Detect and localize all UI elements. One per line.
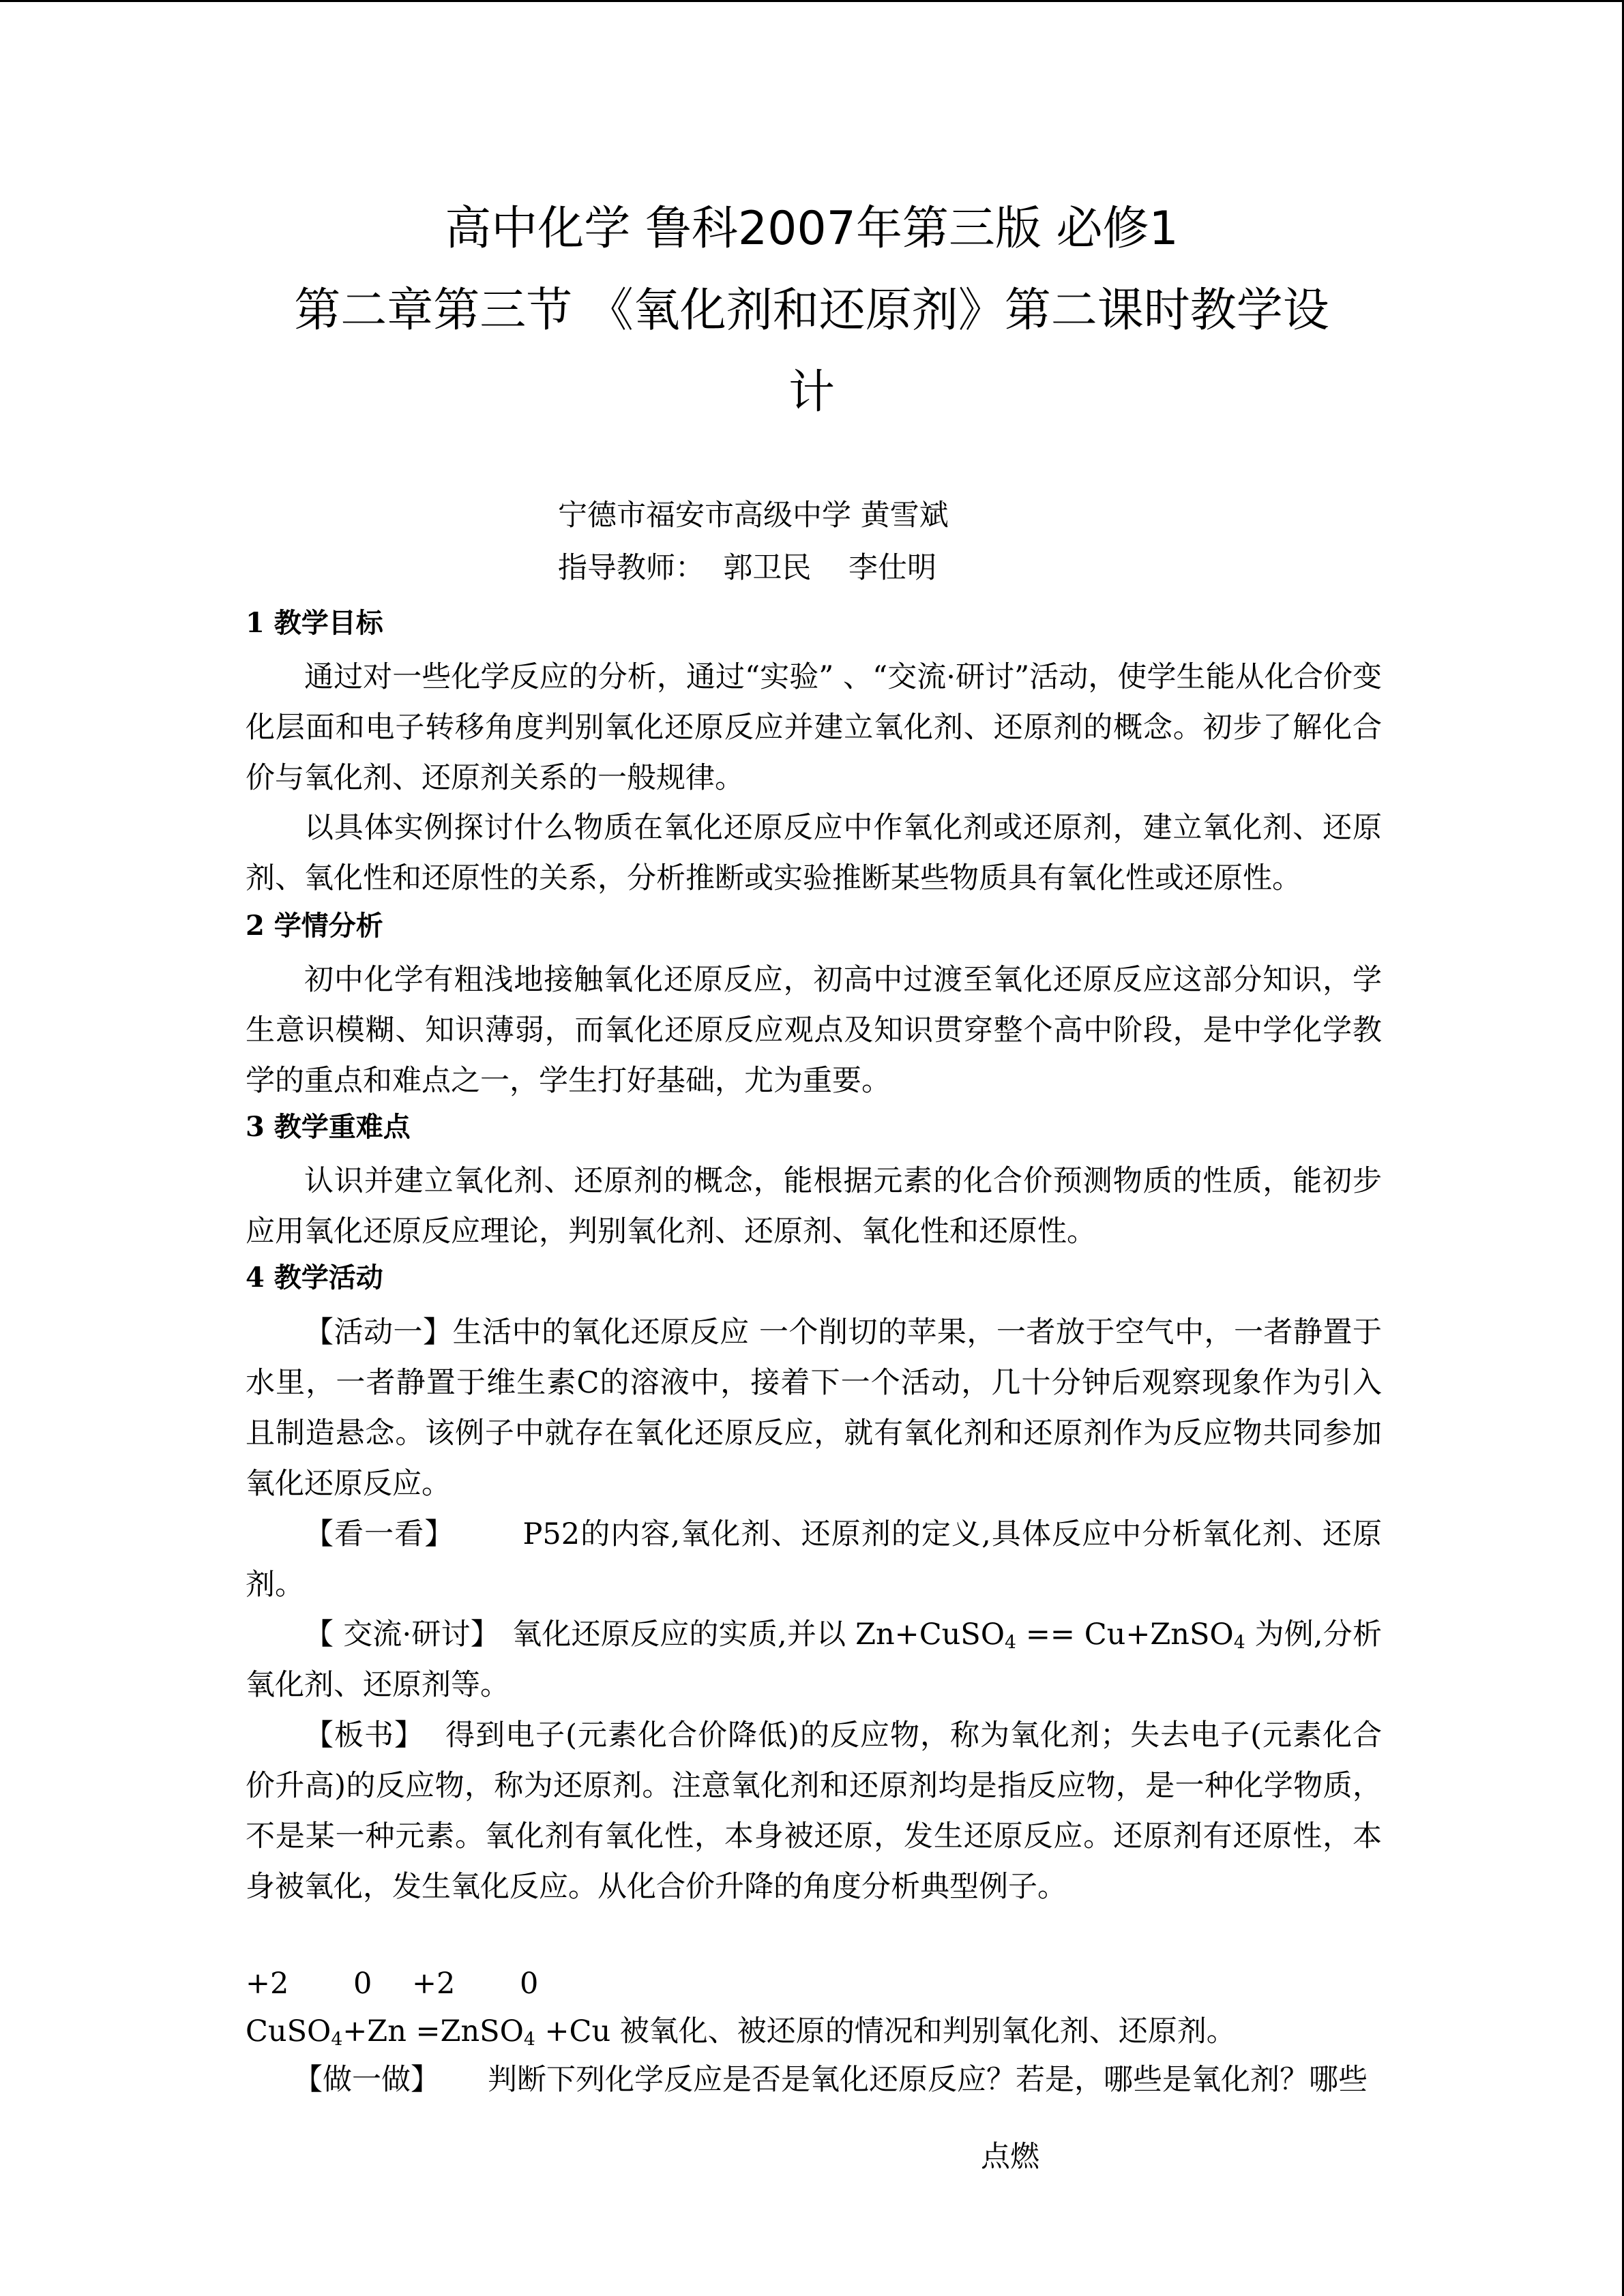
valence-cu-1: +2: [246, 1967, 289, 2001]
section-1-heading: 1 教学目标: [246, 607, 383, 639]
section-3-heading: 3 教学重难点: [246, 1111, 411, 1143]
author-advisor: 指导教师： 郭卫民 李仕明: [558, 551, 937, 585]
look-paragraph: [246, 1509, 1382, 1610]
activity-1-paragraph: 【活动一】生活中的氧化还原反应 一个削切的苹果，一者放于空气中，一者静置于水里，一者静置于维生素C的溶液中，接着下一个活动，几十分钟后观察现象作为引入且制造悬念。该例子中就存在氧化还原反应，就有氧化剂和还原剂作为反应物共同参加氧化还原反应。: [246, 1315, 1382, 1501]
equation-subscript-1: 4: [331, 2029, 343, 2051]
section-1-paragraph-2: 以具体实例探讨什么物质在氧化还原反应中作氧化剂或还原剂，建立氧化剂、还原剂、氧化性和还原性的关系，分析推断或实验推断某些物质具有氧化性或还原性。: [246, 811, 1382, 895]
discuss-paragraph: [246, 1609, 1382, 1710]
title-line-3: 计: [788, 366, 835, 419]
discuss-subscript-2: 4: [1233, 1632, 1245, 1654]
discuss-subscript-1: 4: [1005, 1632, 1016, 1654]
top-border: [0, 0, 1624, 2]
section-4-heading: 4 教学活动: [246, 1262, 383, 1294]
valence-zn-1: 0: [353, 1967, 372, 2001]
do-tag: 【做一做】: [293, 2063, 440, 2097]
discuss-text-a: 氧化还原反应的实质,并以 Zn+CuSO: [512, 1617, 1005, 1652]
section-3-paragraph-1: 认识并建立氧化剂、还原剂的概念，能根据元素的化合价预测物质的性质，能初步应用氧化还原反应理论，判别氧化剂、还原剂、氧化性和还原性。: [246, 1164, 1382, 1249]
ignite-label: 点燃: [981, 2140, 1039, 2174]
section-2-paragraph-1: 初中化学有粗浅地接触氧化还原反应，初高中过渡至氧化还原反应这部分知识，学生意识模糊、知识薄弱，而氧化还原反应观点及知识贯穿整个高中阶段，是中学化学教学的重点和难点之一，学生打好基础，尤为重要。: [246, 963, 1382, 1098]
equation-subscript-2: 4: [523, 2029, 535, 2051]
look-tag: 【看一看】: [304, 1517, 455, 1551]
equation-part-b: +Zn =ZnSO: [342, 2014, 524, 2048]
discuss-text-b: == Cu+ZnSO: [1016, 1617, 1234, 1652]
title-line-1: 高中化学 鲁科2007年第三版 必修1: [445, 202, 1179, 256]
equation-part-c: +Cu 被氧化、被还原的情况和判别氧化剂、还原剂。: [535, 2014, 1236, 2048]
title-line-2: 第二章第三节 《氧化剂和还原剂》第二课时教学设: [294, 284, 1329, 338]
do-line: [293, 2063, 1368, 2097]
valence-zn-2: +2: [412, 1967, 456, 2001]
do-text: 判断下列化学反应是否是氧化还原反应？若是，哪些是氧化剂？哪些: [488, 2063, 1368, 2097]
look-text: P52的内容,氧化剂、还原剂的定义,具体反应中分析氧化剂、还原剂。: [246, 1517, 1382, 1602]
board-text: 得到电子(元素化合价降低)的反应物，称为氧化剂；失去电子(元素化合价升高)的反应物，称为还原剂。注意氧化剂和还原剂均是指反应物，是一种化学物质，不是某一种元素。氧化剂有氧化性，本身被还原，发生还原反应。还原剂有还原性，本身被氧化，发生氧化反应。从化合价升降的角度分析典型例子。: [246, 1718, 1383, 1904]
discuss-text-c: 为例,分析氧化剂、还原剂等。: [246, 1617, 1382, 1702]
reaction-equation-line: [246, 2014, 1236, 2051]
board-tag: 【板书】: [304, 1718, 425, 1753]
board-paragraph: [246, 1710, 1382, 1912]
discuss-tag: 【 交流·研讨】: [304, 1617, 500, 1652]
section-1-paragraph-1: 通过对一些化学反应的分析，通过“实验” 、“交流·研讨”活动，使学生能从化合价变化层面和电子转移角度判别氧化还原反应并建立氧化剂、还原剂的概念。初步了解化合价与氧化剂、还原剂关系的一般规律。: [246, 660, 1382, 795]
equation-part-a: CuSO: [246, 2014, 331, 2048]
section-2-heading: 2 学情分析: [246, 910, 383, 942]
author-school: 宁德市福安市高级中学 黄雪斌: [558, 498, 949, 533]
valence-cu-2: 0: [520, 1967, 539, 2001]
